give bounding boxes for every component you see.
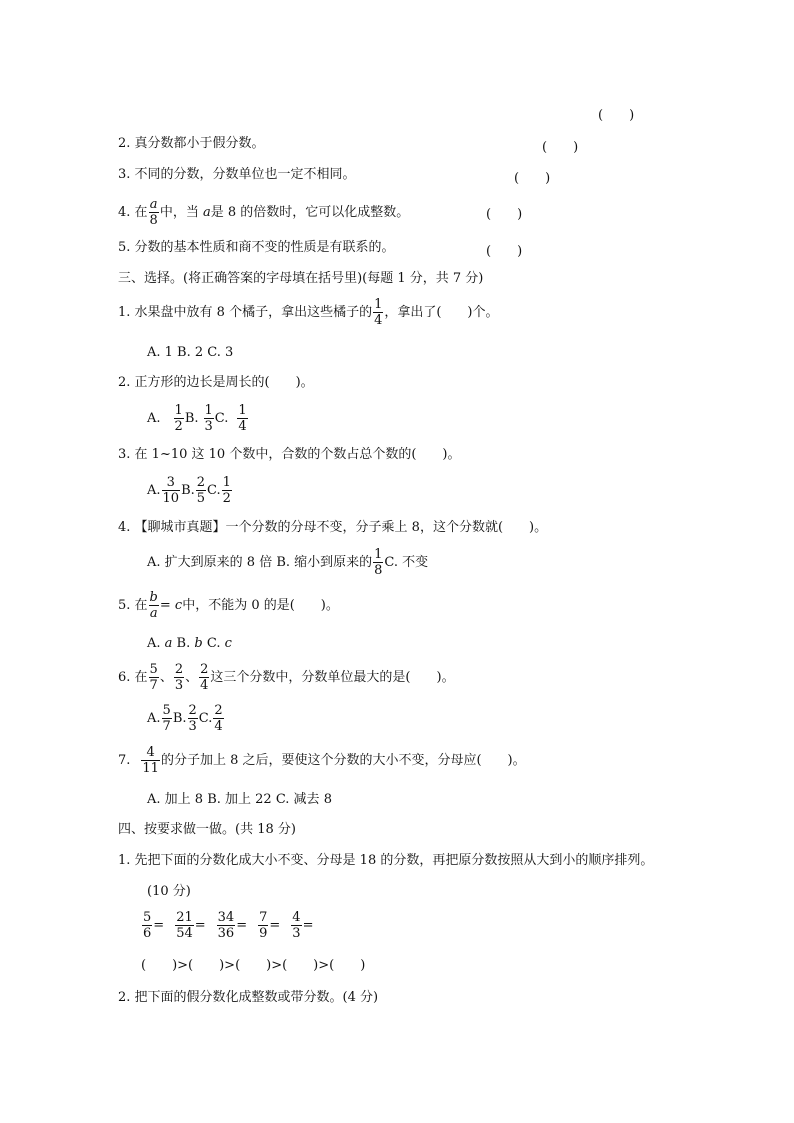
task-q2: 2. 把下面的假分数化成整数或带分数。(4 分) xyxy=(118,990,379,1005)
judge-q2: 2. 真分数都小于假分数。 xyxy=(118,136,265,151)
answer-paren[interactable]: ( ) xyxy=(486,244,523,259)
fraction: $\frac{4}{11}$ xyxy=(142,745,159,776)
fraction: $\frac{2}{3}$ xyxy=(188,703,197,734)
fraction: $\frac{3}{10}$ xyxy=(162,475,180,506)
fraction: $\frac{a}{8}$ xyxy=(149,197,158,228)
choice-q1: 1. 水果盘中放有 8 个橘子，拿出这些橘子的 $\frac{1}{4}$ ，拿出了( )个。 xyxy=(118,297,499,328)
choice-q3-options: A. $\frac{3}{10}$ B. $\frac{2}{5}$ C. $\frac{1}{2}$ xyxy=(147,475,231,506)
fraction: $\frac{1}{2}$ xyxy=(222,475,231,506)
answer-paren[interactable]: ( ) xyxy=(486,207,523,222)
fraction: $\frac{1}{2}$ xyxy=(174,403,183,434)
answer-paren[interactable]: ( ) xyxy=(598,108,635,123)
fraction: $\frac{1}{4}$ xyxy=(238,403,247,434)
task-q1: 1. 先把下面的分数化成大小不变、分母是 18 的分数，再把原分数按照从大到小的顺序排列。 xyxy=(118,853,654,868)
q4-pre: 4. 在 xyxy=(118,205,148,220)
fraction: $\frac{1}{8}$ xyxy=(374,547,383,578)
fraction: $\frac{b}{a}$ xyxy=(149,590,158,621)
judge-q3: 3. 不同的分数，分数单位也一定不相同。 xyxy=(118,167,356,182)
fraction: $\frac{4}{3}$ xyxy=(292,910,301,941)
choice-q5: 5. 在 $\frac{b}{a}$ = c中，不能为 0 的是( )。 xyxy=(118,590,339,621)
task-q1-points: (10 分) xyxy=(147,884,191,899)
choice-q6-options: A. $\frac{5}{7}$ B. $\frac{2}{3}$ C. $\frac{2}{4}$ xyxy=(147,703,223,734)
fraction: $\frac{2}{5}$ xyxy=(196,475,206,506)
fraction: $\frac{5}{7}$ xyxy=(162,703,171,734)
section-title: 三、选择。(将正确答案的字母填在括号里)(每题 1 分，共 7 分) xyxy=(118,271,484,286)
choice-q4-options: A. 扩大到原来的 8 倍 B. 缩小到原来的 $\frac{1}{8}$ C. 不变 xyxy=(147,547,429,578)
judge-q5: 5. 分数的基本性质和商不变的性质是有联系的。 xyxy=(118,240,395,255)
order-blanks[interactable]: ( )>( )>( )>( )>( ) xyxy=(141,958,366,973)
answer-paren[interactable]: ( ) xyxy=(514,171,551,186)
fraction: $\frac{1}{3}$ xyxy=(204,403,213,434)
fraction: $\frac{2}{3}$ xyxy=(174,662,184,693)
choice-q2: 2. 正方形的边长是周长的( )。 xyxy=(118,375,314,390)
fraction: $\frac{5}{6}$ xyxy=(143,910,152,941)
choice-q7-options: A. 加上 8 B. 加上 22 C. 减去 8 xyxy=(147,792,332,807)
choice-q3: 3. 在 1~10 这 10 个数中，合数的个数占总个数的( )。 xyxy=(118,447,461,462)
judge-q4: 4. 在 $\frac{a}{8}$ 中，当 a是 8 的倍数时，它可以化成整数。 xyxy=(118,197,410,228)
choice-q1-options: A. 1 B. 2 C. 3 xyxy=(147,345,234,360)
fraction: $\frac{21}{54}$ xyxy=(176,910,193,941)
fraction: $\frac{7}{9}$ xyxy=(259,910,268,941)
answer-paren[interactable]: ( ) xyxy=(542,140,579,155)
fraction: $\frac{34}{36}$ xyxy=(217,910,235,941)
choice-q2-options: A. $\frac{1}{2}$ B. $\frac{1}{3}$ C. $\frac{1}{4}$ xyxy=(147,403,247,434)
fraction: $\frac{2}{4}$ xyxy=(214,703,223,734)
choice-q5-options: A. a B. b C. c xyxy=(147,636,232,651)
fraction-row: $\frac{5}{6}$ = $\frac{21}{54}$ = $\frac{34}{36}$ = $\frac{7}{9}$ = $\frac{4}{3}$ = xyxy=(143,910,314,941)
choice-q4: 4. 【聊城市真题】一个分数的分母不变，分子乘上 8，这个分数就( )。 xyxy=(118,520,548,535)
section-title: 四、按要求做一做。(共 18 分) xyxy=(118,822,296,837)
choice-q6: 6. 在 $\frac{5}{7}$ 、 $\frac{2}{3}$ 、 $\frac{2}{4}$ 这三个分数中，分数单位最大的是( )。 xyxy=(118,662,455,693)
choice-q7: 7. $\frac{4}{11}$ 的分子加上 8 之后，要使这个分数的大小不变，分母应( )。 xyxy=(118,745,526,776)
fraction: $\frac{1}{4}$ xyxy=(374,297,383,328)
fraction: $\frac{5}{7}$ xyxy=(149,662,158,693)
fraction: $\frac{2}{4}$ xyxy=(200,662,209,693)
